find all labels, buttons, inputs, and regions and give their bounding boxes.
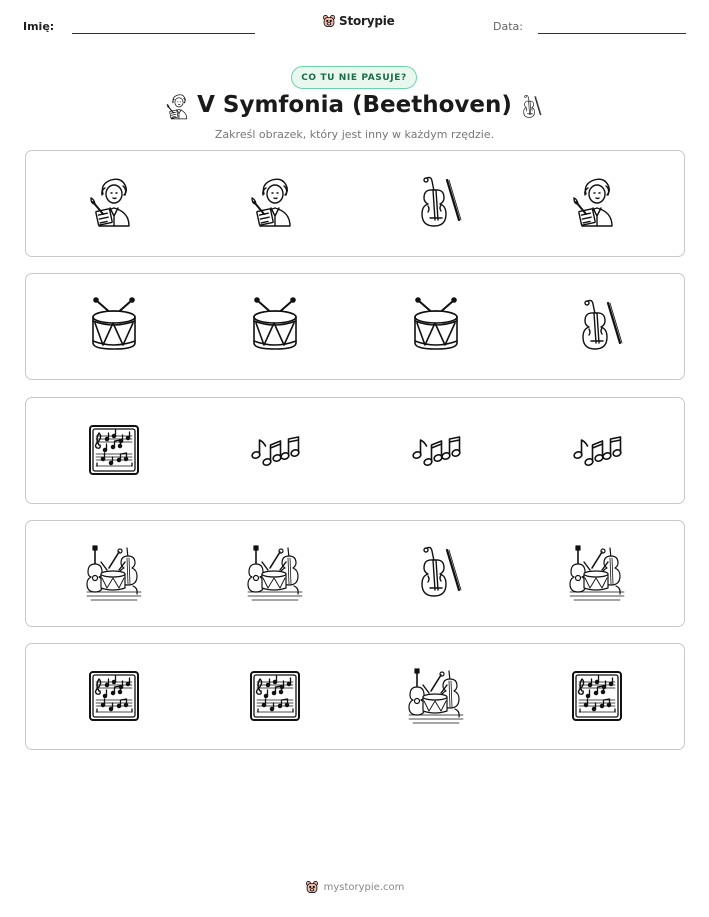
picture-option[interactable] <box>566 542 628 604</box>
picture-option[interactable] <box>83 172 145 234</box>
picture-option[interactable] <box>83 295 145 357</box>
picture-option[interactable] <box>83 665 145 727</box>
picture-row <box>25 397 685 504</box>
page-title: V Symfonia (Beethoven) <box>197 92 512 118</box>
activity-badge: CO TU NIE PASUJE? <box>291 66 417 89</box>
sheet-music-icon <box>83 419 145 481</box>
picture-option[interactable] <box>244 419 306 481</box>
violin-icon <box>405 542 467 604</box>
violin-icon <box>405 172 467 234</box>
composer-icon <box>566 172 628 234</box>
music-notes-icon <box>405 419 467 481</box>
picture-option[interactable] <box>83 419 145 481</box>
orchestra-icon <box>405 665 467 727</box>
picture-option[interactable] <box>566 665 628 727</box>
picture-option[interactable] <box>566 419 628 481</box>
music-notes-icon <box>244 419 306 481</box>
orchestra-icon <box>244 542 306 604</box>
date-label: Data: <box>493 20 523 33</box>
orchestra-icon <box>83 542 145 604</box>
date-line[interactable] <box>538 33 686 34</box>
picture-option[interactable] <box>405 542 467 604</box>
violin-icon <box>566 295 628 357</box>
picture-option[interactable] <box>405 172 467 234</box>
orchestra-icon <box>566 542 628 604</box>
name-label: Imię: <box>23 20 55 33</box>
brand <box>322 14 395 28</box>
footer <box>0 880 709 894</box>
drum-icon <box>83 295 145 357</box>
footer-url: mystorypie.com <box>323 881 405 893</box>
picture-option[interactable] <box>405 295 467 357</box>
picture-option[interactable] <box>244 665 306 727</box>
picture-row <box>25 520 685 627</box>
storypie-logo-icon <box>305 880 319 894</box>
composer-icon <box>83 172 145 234</box>
violin-icon <box>516 90 544 124</box>
picture-option[interactable] <box>566 295 628 357</box>
sheet-music-icon <box>83 665 145 727</box>
sheet-music-icon <box>244 665 306 727</box>
instructions: Zakreśl obrazek, który jest inny w każdym rzędzie. <box>214 128 495 141</box>
storypie-logo-icon <box>322 14 336 28</box>
name-line[interactable] <box>72 33 255 34</box>
drum-icon <box>405 295 467 357</box>
picture-option[interactable] <box>244 172 306 234</box>
picture-option[interactable] <box>405 419 467 481</box>
sheet-music-icon <box>566 665 628 727</box>
picture-option[interactable] <box>566 172 628 234</box>
composer-icon <box>244 172 306 234</box>
drum-icon <box>244 295 306 357</box>
music-notes-icon <box>566 419 628 481</box>
picture-row <box>25 150 685 257</box>
picture-row <box>25 273 685 380</box>
picture-option[interactable] <box>405 665 467 727</box>
brand-text: Storypie <box>339 14 395 28</box>
picture-option[interactable] <box>244 542 306 604</box>
picture-option[interactable] <box>244 295 306 357</box>
picture-row <box>25 643 685 750</box>
picture-option[interactable] <box>83 542 145 604</box>
